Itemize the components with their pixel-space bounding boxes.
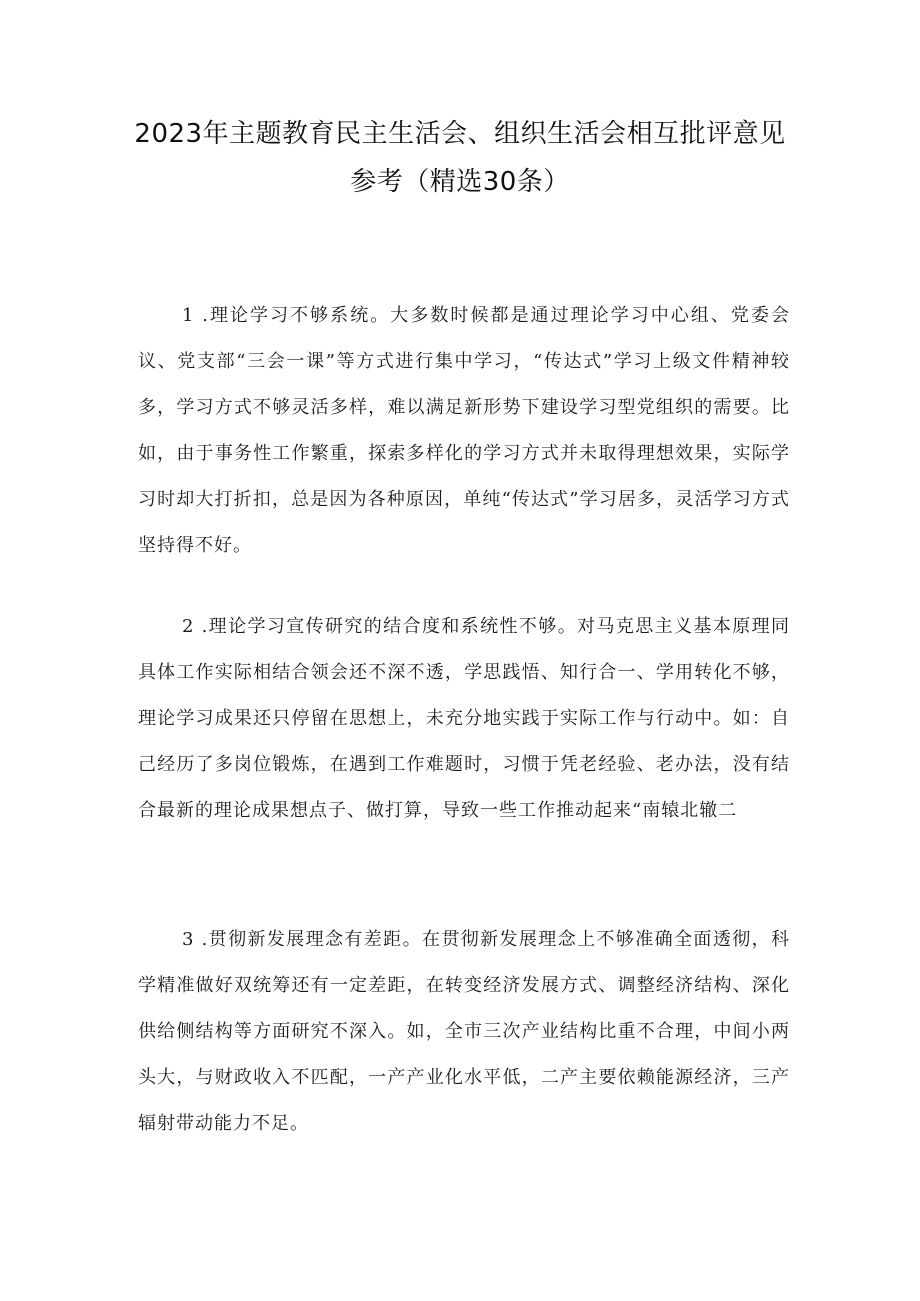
paragraph-3-text: 3 .贯彻新发展理念有差距。在贯彻新发展理念上不够准确全面透彻，科学精准做好双统筹还有一定差距，在转变经济发展方式、调整经济结构、深化供给侧结构等方面研究不深入。如，全市三次产业结构比重不合理，中间小两头大，与财政收入不匹配，一产产业化水平低，二产主要依赖能源经济，三产辐射带动能力不足。 <box>138 929 790 1134</box>
paragraph-2-text: 2 .理论学习宣传研究的结合度和系统性不够。对马克思主义基本原理同具体工作实际相结合领会还不深不透，学思践悟、知行合一、学用转化不够，理论学习成果还只停留在思想上，未充分地实践于实际工作与行动中。如：自己经历了多岗位锻炼，在遇到工作难题时，习惯于凭老经验、老办法，没有结合最新的理论成果想点子、做打算，导致一些工作推动起来“南辕北辙二 <box>138 616 790 821</box>
document-title: 2023年主题教育民主生活会、组织生活会相互批评意见参考（精选30条） <box>134 119 786 197</box>
paragraph-3 <box>138 917 790 1147</box>
paragraph-2 <box>138 604 790 834</box>
paragraph-1-text: 1 .理论学习不够系统。大多数时候都是通过理论学习中心组、党委会议、党支部“三会一课”等方式进行集中学习，“传达式”学习上级文件精神较多，学习方式不够灵活多样，难以满足新形势下建设学习型党组织的需要。比如，由于事务性工作繁重，探索多样化的学习方式并未取得理想效果，实际学习时却大打折扣，总是因为各种原因，单纯“传达式”学习居多，灵活学习方式坚持得不好。 <box>138 305 790 556</box>
paragraph-1 <box>138 293 790 569</box>
